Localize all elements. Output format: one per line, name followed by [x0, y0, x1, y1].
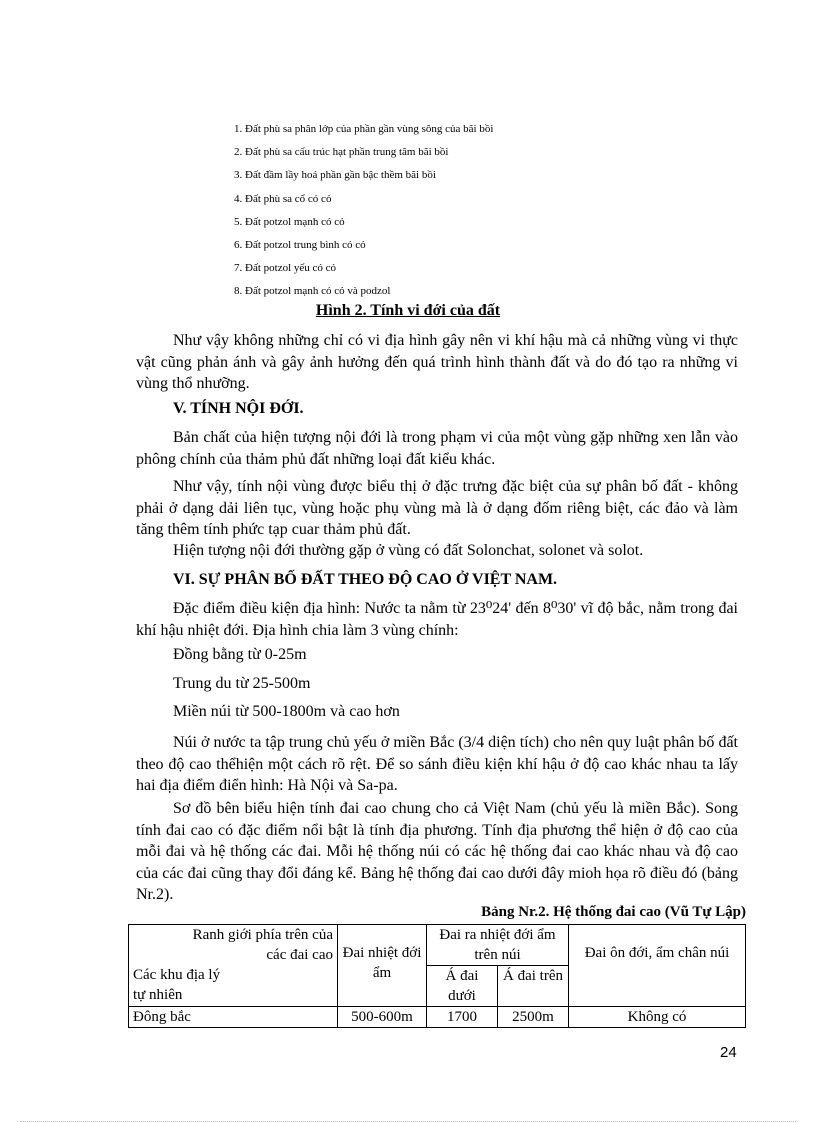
legend-item: 6. Đất potzol trung bình có cỏ [234, 239, 366, 252]
legend-item: 7. Đất potzol yếu có cỏ [234, 262, 337, 275]
header-cell [129, 925, 338, 1007]
section-heading: V. TÍNH NỘI ĐỚI. [173, 400, 304, 417]
legend-item: 5. Đất potzol mạnh có cỏ [234, 215, 345, 228]
header-cell: Đai ôn đới, ẩm chân núi [569, 925, 746, 1007]
legend-item: 8. Đất potzol mạnh có cỏ và podzol [234, 285, 391, 298]
header-text: tự nhiên [133, 987, 183, 1003]
header-text: các đai cao [266, 947, 333, 963]
header-text: Các khu địa lý [133, 967, 221, 983]
elevation-table [128, 924, 746, 1028]
section-heading: VI. SỰ PHÂN BỐ ĐẤT THEO ĐỘ CAO Ở VIỆT NAM. [173, 571, 558, 588]
table-cell: Đông bắc [129, 1007, 338, 1028]
header-cell: Đai ra nhiệt đới ẩm trên núi [427, 925, 569, 966]
subheader-cell: Á đai dưới [427, 966, 498, 1007]
table-cell: 1700 [427, 1007, 498, 1028]
table-cell: Không có [569, 1007, 746, 1028]
paragraph: Như vậy không những chỉ có vi địa hình gây nên vi khí hậu mà cả những vùng vi thực vật cũng phản ánh và gây ảnh hưởng đến quá trình hình thành đất và do đó tạo ra những vi vùng thổ nhưỡng. [136, 332, 738, 392]
page-divider [20, 1121, 796, 1122]
table-cell: 500-600m [338, 1007, 427, 1028]
zone-line: Đồng bằng từ 0-25m [173, 646, 307, 663]
page-number: 24 [720, 1044, 737, 1061]
legend-item: 1. Đất phù sa phân lớp của phần gần vùng sông của bãi bồi [234, 123, 494, 135]
paragraph: Sơ đồ bên biểu hiện tính đai cao chung cho cả Việt Nam (chủ yếu là miền Bắc). Song tính đai cao có đặc điểm nổi bật là tính địa phương. Tính địa phương thể hiện ở độ cao của mỗi đai và hệ thống các đai. Mỗi hệ thống núi có các hệ thống đai cao khác nhau và độ cao của các đai cũng thay đổi đáng kể. Bảng hệ thống đai cao dưới đây mioh họa rõ điều đó (bảng Nr.2). [136, 800, 738, 903]
paragraph: Núi ở nước ta tập trung chủ yếu ở miền Bắc (3/4 diện tích) cho nên quy luật phân bố đất theo độ cao thểhiện một cách rõ rệt. Để so sánh điều kiện khí hậu ở độ cao khác nhau ta lấy hai địa điểm điển hình: Hà Nội và Sa-pa. [136, 734, 738, 794]
table-cell: 2500m [498, 1007, 569, 1028]
zone-line: Miền núi từ 500-1800m và cao hơn [173, 703, 400, 720]
paragraph: Bản chất của hiện tượng nội đới là trong phạm vi của một vùng gặp những xen lẫn vào phông chính của thảm phủ đất những loại đất kiểu khác. [136, 429, 738, 468]
figure-legend [234, 118, 634, 304]
zone-line: Trung du từ 25-500m [173, 675, 311, 692]
subheader-cell: Á đai trên [498, 966, 569, 1007]
legend-item: 2. Đất phù sa cấu trúc hạt phần trung tâm bãi bồi [234, 146, 449, 159]
legend-item: 3. Đất đầm lầy hoá phần gần bậc thềm bãi bồi [234, 169, 436, 182]
table-header-row [129, 925, 746, 966]
legend-item: 4. Đất phù sa cổ có cỏ [234, 192, 332, 205]
paragraph: Đặc điểm điều kiện địa hình: Nước ta nằm từ 23⁰24' đến 8⁰30' vĩ độ bắc, nằm trong đai khí hậu nhiệt đới. Địa hình chia làm 3 vùng chính: [136, 600, 738, 639]
header-cell: Đai nhiệt đới ẩm [338, 925, 427, 1007]
table-caption: Bảng Nr.2. Hệ thống đai cao (Vũ Tự Lập) [481, 904, 746, 920]
figure-caption [0, 302, 816, 320]
paragraph: Hiện tượng nội đới thường gặp ở vùng có đất Solonchat, solonet và solot. [173, 542, 644, 559]
paragraph: Như vậy, tính nội vùng được biểu thị ở đặc trưng đặc biệt của sự phân bố đất - không phải ở dạng dải liên tục, vùng hoặc phụ vùng mà là ở dạng đốm riêng biệt, các đảo và làm tăng thêm tính phức tạp cuar thảm phủ đất. [136, 478, 738, 538]
table-row [129, 1007, 746, 1028]
header-text: Ranh giới phía trên của [192, 927, 333, 943]
figure-caption-text: Hình 2. Tính vi đới của đất [315, 302, 501, 319]
